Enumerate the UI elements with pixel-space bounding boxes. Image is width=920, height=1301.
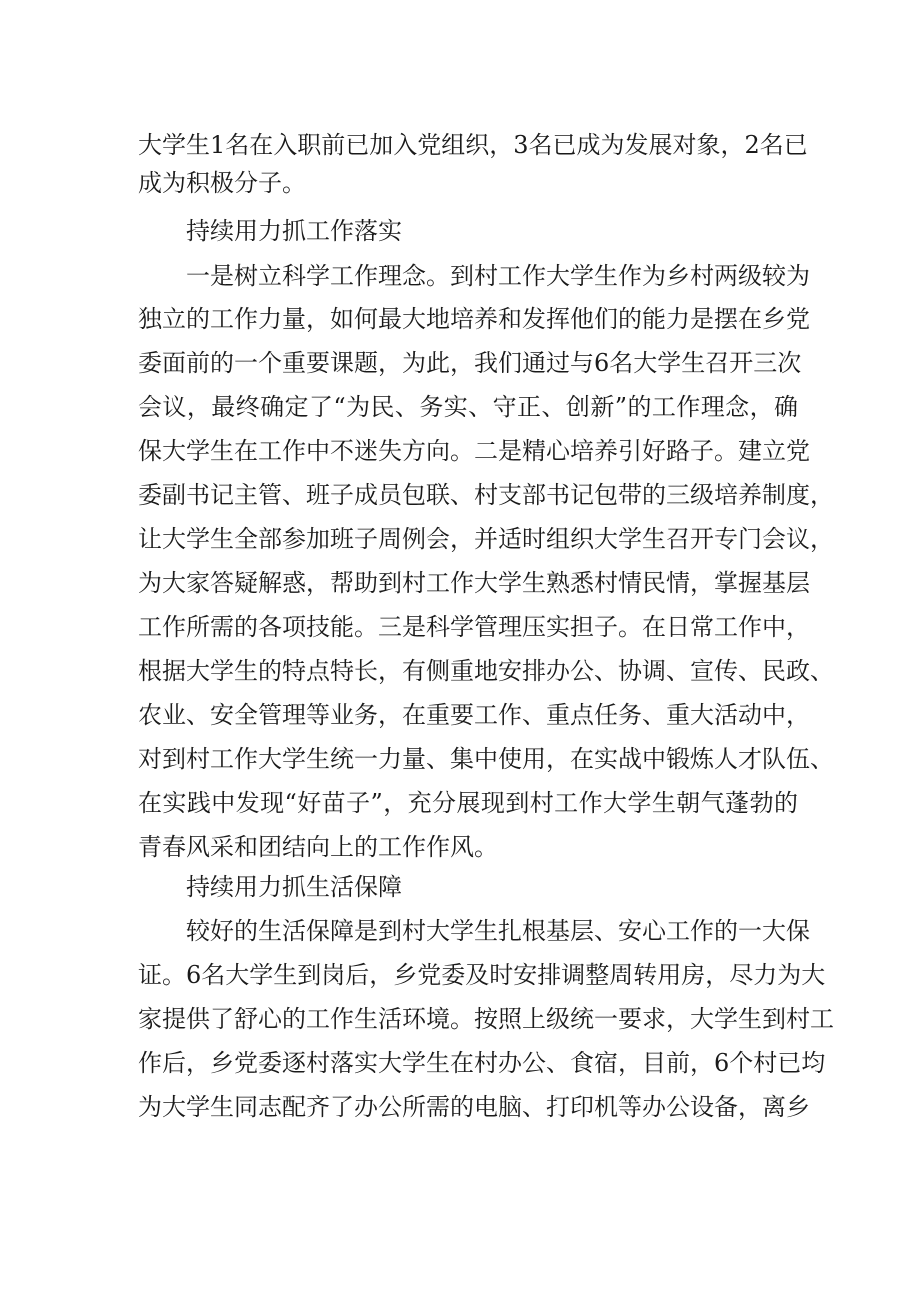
- paragraph-2-line-8: 为大家答疑解惑，帮助到村工作大学生熟悉村情民情，掌握基层: [138, 569, 810, 597]
- paragraph-1-line-1: 大学生1名在入职前已加入党组织，3名已成为发展对象，2名已: [138, 131, 808, 159]
- paragraph-2-line-7: 让大学生全部参加班子周例会，并适时组织大学生召开专门会议，: [138, 525, 834, 553]
- paragraph-3-line-4: 作后，乡党委逐村落实大学生在村办公、食宿，目前，6个村已均: [138, 1049, 826, 1077]
- paragraph-3-line-1: 较好的生活保障是到村大学生扎根基层、安心工作的一大保: [186, 917, 810, 945]
- paragraph-3-line-2: 证。6名大学生到岗后，乡党委及时安排调整周转用房，尽力为大: [138, 961, 826, 989]
- paragraph-2-line-14: 青春风采和团结向上的工作作风。: [138, 833, 498, 861]
- paragraph-2-line-12: 对到村工作大学生统一力量、集中使用，在实战中锻炼人才队伍、: [138, 745, 834, 773]
- paragraph-2-line-4: 会议，最终确定了“为民、务实、守正、创新”的工作理念，确: [138, 393, 798, 421]
- paragraph-2-line-9: 工作所需的各项技能。三是科学管理压实担子。在日常工作中，: [138, 613, 810, 641]
- paragraph-2-line-2: 独立的工作力量，如何最大地培养和发挥他们的能力是摆在乡党: [138, 305, 810, 333]
- paragraph-2-line-11: 农业、安全管理等业务，在重要工作、重点任务、重大活动中，: [138, 701, 810, 729]
- paragraph-1-line-2: 成为积极分子。: [138, 169, 306, 197]
- paragraph-2-line-13: 在实践中发现“好苗子”，充分展现到村工作大学生朝气蓬勃的: [138, 789, 798, 817]
- paragraph-2-line-3: 委面前的一个重要课题，为此，我们通过与6名大学生召开三次: [138, 349, 802, 377]
- section-heading-work-implementation: 持续用力抓工作落实: [186, 217, 402, 245]
- paragraph-2-line-10: 根据大学生的特点特长，有侧重地安排办公、协调、宣传、民政、: [138, 657, 834, 685]
- paragraph-3-line-5: 为大学生同志配齐了办公所需的电脑、打印机等办公设备，离乡: [138, 1093, 810, 1121]
- paragraph-2-line-1: 一是树立科学工作理念。到村工作大学生作为乡村两级较为: [186, 262, 810, 290]
- paragraph-3-line-3: 家提供了舒心的工作生活环境。按照上级统一要求，大学生到村工: [138, 1005, 834, 1033]
- paragraph-2-line-6: 委副书记主管、班子成员包联、村支部书记包带的三级培养制度，: [138, 481, 834, 509]
- paragraph-2-line-5: 保大学生在工作中不迷失方向。二是精心培养引好路子。建立党: [138, 437, 810, 465]
- section-heading-living-support: 持续用力抓生活保障: [186, 873, 402, 901]
